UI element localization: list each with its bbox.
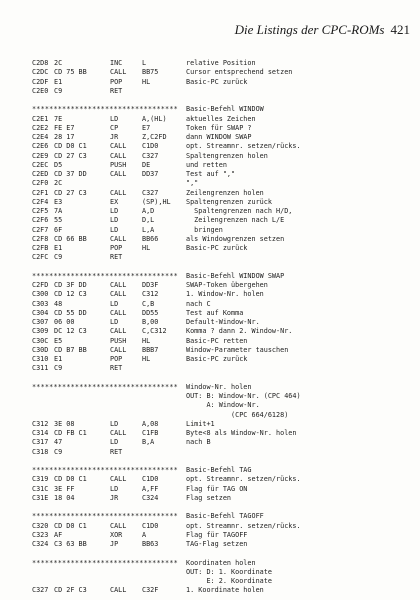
operand: C1D0 (142, 521, 159, 530)
assembly-listing (32, 59, 412, 596)
mnemonic: INC (110, 59, 123, 67)
mnemonic: LD (110, 216, 119, 225)
address: C2E1 (32, 114, 49, 123)
opcode-bytes: E5 (54, 336, 63, 345)
code-line (32, 133, 412, 142)
opcode-bytes: CD 66 BB (54, 234, 87, 243)
comment: Flag für TAGOFF (186, 530, 248, 539)
comment: Default-Window-Nr. (186, 318, 260, 326)
opcode-bytes: E1 (54, 355, 63, 363)
opcode-bytes: CD 27 C3 (54, 188, 87, 197)
opcode-bytes: 7E (54, 114, 63, 123)
comment: TAG-Flag setzen (186, 540, 248, 548)
operand: HL (142, 244, 151, 252)
comment: Cursor entsprechend setzen (186, 68, 293, 77)
code-line (32, 485, 412, 494)
code-line (32, 207, 412, 216)
section-header-row (32, 272, 412, 281)
address: C30D (32, 345, 49, 354)
operand: A,D (142, 207, 155, 215)
operand: C,B (142, 299, 155, 308)
mnemonic: LD (110, 299, 119, 308)
address: C309 (32, 327, 49, 336)
section-title: Basic-Befehl TAGOFF (186, 512, 264, 521)
mnemonic: RET (110, 364, 123, 373)
section-title: Basic-Befehl WINDOW (186, 105, 264, 114)
comment: relative Position (186, 59, 256, 67)
opcode-bytes: 48 (54, 299, 63, 308)
code-line (32, 290, 412, 299)
address: C2F1 (32, 188, 49, 197)
operand: HL (142, 355, 151, 363)
opcode-bytes: FE E7 (54, 123, 75, 132)
opcode-bytes: C9 (54, 447, 63, 456)
section-header-row (32, 383, 412, 392)
code-line (32, 494, 412, 503)
operand: C1FB (142, 429, 159, 437)
operand: HL (142, 336, 151, 345)
address: C2F0 (32, 179, 49, 188)
separator-asterisks: ********************************** (32, 558, 178, 567)
code-line (32, 438, 412, 447)
operand: B,00 (142, 318, 159, 326)
comment: Byte<8 als Window-Nr. holen (186, 429, 297, 437)
opcode-bytes: C9 (54, 364, 63, 373)
comment: Basic-PC zurück (186, 355, 248, 363)
comment: als Windowgrenzen setzen (186, 234, 285, 243)
comment: Token für SWAP ? (186, 123, 252, 132)
comment: opt. Streamnr. setzen/rücks. (186, 475, 301, 484)
address: C31E (32, 493, 49, 502)
address: C2E4 (32, 133, 49, 141)
address: C2FB (32, 244, 49, 252)
opcode-bytes: D5 (54, 160, 63, 169)
address: C307 (32, 318, 49, 326)
opcode-bytes: E1 (54, 77, 63, 86)
opcode-bytes: AF (54, 530, 63, 539)
comment: "," (186, 179, 199, 188)
operand: DD3F (142, 281, 159, 289)
operand: (SP),HL (142, 197, 171, 206)
opcode-bytes: CD 27 C3 (54, 151, 87, 160)
code-line (32, 475, 412, 484)
opcode-bytes: C9 (54, 86, 63, 95)
separator-asterisks: ********************************** (32, 271, 178, 280)
code-line (32, 87, 412, 96)
comment: nach B (186, 438, 211, 447)
code-line (32, 300, 412, 309)
address: C318 (32, 447, 49, 456)
mnemonic: CALL (110, 521, 127, 530)
code-line (32, 420, 412, 429)
operand: Z,C2FD (142, 133, 167, 141)
address: C304 (32, 308, 49, 317)
mnemonic: POP (110, 77, 123, 86)
code-line (32, 318, 412, 327)
code-line (32, 198, 412, 207)
code-line (32, 142, 412, 151)
code-line (32, 327, 412, 336)
opcode-bytes: CD 55 DD (54, 308, 87, 317)
opcode-bytes: CD D0 C1 (54, 475, 87, 484)
code-line (32, 355, 412, 364)
address: C2DC (32, 68, 49, 77)
operand: C1D0 (142, 142, 159, 151)
address: C319 (32, 475, 49, 484)
code-line (32, 161, 412, 170)
mnemonic: RET (110, 253, 123, 262)
code-line (32, 59, 412, 68)
opcode-bytes: CD 2F C3 (54, 586, 87, 595)
address: C310 (32, 355, 49, 363)
opcode-bytes: 3E FF (54, 484, 75, 493)
blank-line (32, 457, 412, 466)
section-title: Basic-Befehl WINDOW SWAP (186, 271, 285, 280)
mnemonic: LD (110, 438, 119, 447)
blank-line (32, 549, 412, 558)
code-line (32, 281, 412, 290)
comment: Limit+1 (186, 419, 215, 428)
address: C2F5 (32, 207, 49, 215)
mnemonic: LD (110, 225, 119, 234)
section-title: Window-Nr. holen (186, 382, 252, 391)
section-header-row (32, 559, 412, 568)
mnemonic: CALL (110, 345, 127, 354)
mnemonic: JR (110, 133, 119, 141)
comment: opt. Streamnr. setzen/rücks. (186, 521, 301, 530)
comment: OUT: B: Window-Nr. (CPC 464) (186, 392, 301, 400)
mnemonic: CALL (110, 429, 127, 437)
mnemonic: CALL (110, 475, 127, 484)
address: C2D8 (32, 59, 49, 67)
mnemonic: CALL (110, 308, 127, 317)
blank-line (32, 374, 412, 383)
mnemonic: JR (110, 493, 119, 502)
operand: DD37 (142, 170, 159, 178)
opcode-bytes: 7A (54, 207, 63, 215)
address: C311 (32, 364, 49, 373)
code-line (32, 170, 412, 179)
address: C312 (32, 419, 49, 428)
code-line (32, 364, 412, 373)
comment: und retten (186, 160, 227, 169)
address: C317 (32, 438, 49, 447)
code-line (32, 577, 412, 586)
operand: E7 (142, 123, 151, 132)
operand: C312 (142, 290, 159, 299)
opcode-bytes: 6F (54, 225, 63, 234)
address: C324 (32, 540, 49, 548)
mnemonic: CP (110, 123, 119, 132)
section-header-row (32, 466, 412, 475)
code-line (32, 411, 412, 420)
mnemonic: LD (110, 419, 119, 428)
blank-line (32, 263, 412, 272)
comment: bringen (186, 225, 223, 234)
mnemonic: CALL (110, 586, 127, 595)
separator-asterisks: ********************************** (32, 466, 178, 474)
code-line (32, 392, 412, 401)
code-line (32, 568, 412, 577)
code-line (32, 586, 412, 595)
operand: BB63 (142, 540, 159, 548)
code-line (32, 309, 412, 318)
comment: Test auf Komma (186, 308, 244, 317)
page-header (30, 22, 410, 38)
code-line (32, 346, 412, 355)
operand: HL (142, 77, 151, 86)
running-title: Die Listings der CPC-ROMs (234, 22, 385, 37)
operand: A,(HL) (142, 114, 167, 123)
opcode-bytes: CD 37 DD (54, 170, 87, 178)
address: C2F4 (32, 197, 49, 206)
mnemonic: PUSH (110, 336, 127, 345)
comment: nach C (186, 299, 211, 308)
code-line (32, 226, 412, 235)
comment: Basic-PC retten (186, 336, 248, 345)
code-line (32, 401, 412, 410)
address: C2F6 (32, 216, 49, 225)
operand: BB75 (142, 68, 159, 77)
code-line (32, 68, 412, 77)
mnemonic: RET (110, 86, 123, 95)
address: C2ED (32, 170, 49, 178)
comment: (CPC 664/6128) (186, 410, 289, 419)
operand: C,C312 (142, 327, 167, 336)
opcode-bytes: 06 00 (54, 318, 75, 326)
section-header-row (32, 512, 412, 521)
operand: A (142, 530, 147, 539)
operand: B,A (142, 438, 155, 447)
comment: Flag setzen (186, 493, 232, 502)
address: C2E2 (32, 123, 49, 132)
address: C2E0 (32, 86, 49, 95)
opcode-bytes: 55 (54, 216, 63, 225)
section-header-row (32, 105, 412, 114)
opcode-bytes: CD FB C1 (54, 429, 87, 437)
mnemonic: CALL (110, 170, 127, 178)
comment: A: Window-Nr. (186, 401, 260, 410)
code-line (32, 448, 412, 457)
operand: A,08 (142, 419, 159, 428)
code-line (32, 179, 412, 188)
address: C320 (32, 521, 49, 530)
section-title: Koordinaten holen (186, 558, 256, 567)
comment: Window-Parameter tauschen (186, 345, 289, 354)
comment: Basic-PC zurück (186, 77, 248, 86)
address: C2FD (32, 281, 49, 289)
operand: C327 (142, 188, 159, 197)
mnemonic: RET (110, 447, 123, 456)
code-line (32, 337, 412, 346)
code-line (32, 522, 412, 531)
address: C314 (32, 429, 49, 437)
operand: BB66 (142, 234, 159, 243)
address: C2E6 (32, 142, 49, 151)
separator-asterisks: ********************************** (32, 382, 178, 391)
comment: OUT: D: 1. Koordinate (186, 567, 272, 576)
mnemonic: CALL (110, 68, 127, 77)
opcode-bytes: 18 04 (54, 493, 75, 502)
code-line (32, 152, 412, 161)
comment: Spaltengrenzen holen (186, 151, 268, 160)
mnemonic: CALL (110, 151, 127, 160)
mnemonic: EX (110, 197, 119, 206)
opcode-bytes: CD D0 C1 (54, 521, 87, 530)
mnemonic: POP (110, 244, 123, 252)
comment: E: 2. Koordinate (186, 577, 272, 585)
address: C2FC (32, 253, 49, 262)
section-title: Basic-Befehl TAG (186, 466, 252, 474)
address: C2F7 (32, 225, 49, 234)
address: C303 (32, 299, 49, 308)
comment: 1. Window-Nr. holen (186, 290, 264, 299)
address: C2F8 (32, 234, 49, 243)
mnemonic: LD (110, 484, 119, 493)
opcode-bytes: CD D0 C1 (54, 142, 87, 151)
code-line (32, 216, 412, 225)
code-line (32, 429, 412, 438)
code-line (32, 189, 412, 198)
operand: C327 (142, 151, 159, 160)
mnemonic: CALL (110, 142, 127, 151)
mnemonic: CALL (110, 281, 127, 289)
opcode-bytes: 3E 08 (54, 419, 75, 428)
comment: Zeilengrenzen nach L/E (186, 216, 285, 225)
mnemonic: LD (110, 114, 119, 123)
mnemonic: LD (110, 207, 119, 215)
blank-line (32, 503, 412, 512)
comment: Komma ? dann 2. Window-Nr. (186, 327, 293, 336)
mnemonic: JP (110, 540, 119, 548)
comment: 1. Koordinate holen (186, 586, 264, 595)
operand: C324 (142, 493, 159, 502)
operand: C32F (142, 586, 159, 595)
address: C31C (32, 484, 49, 493)
mnemonic: CALL (110, 234, 127, 243)
operand: A,FF (142, 484, 159, 493)
comment: Flag für TAG ON (186, 484, 248, 493)
code-line (32, 540, 412, 549)
operand: C1D0 (142, 475, 159, 484)
mnemonic: CALL (110, 290, 127, 299)
comment: opt. Streamnr. setzen/rücks. (186, 142, 301, 151)
code-line (32, 531, 412, 540)
operand: L (142, 59, 147, 67)
opcode-bytes: 28 17 (54, 133, 75, 141)
comment: Basic-PC zurück (186, 244, 248, 252)
address: C327 (32, 586, 49, 595)
mnemonic: CALL (110, 327, 127, 336)
mnemonic: LD (110, 318, 119, 326)
opcode-bytes: C3 63 BB (54, 540, 87, 548)
code-line (32, 115, 412, 124)
opcode-bytes: 2C (54, 59, 63, 67)
code-line (32, 244, 412, 253)
opcode-bytes: CD 12 C3 (54, 290, 87, 299)
address: C323 (32, 530, 49, 539)
address: C2EC (32, 160, 49, 169)
blank-line (32, 96, 412, 105)
mnemonic: XOR (110, 530, 123, 539)
operand: L,A (142, 225, 155, 234)
comment: SWAP-Token übergehen (186, 281, 268, 289)
mnemonic: PUSH (110, 160, 127, 169)
opcode-bytes: 47 (54, 438, 63, 447)
comment: Test auf "," (186, 170, 236, 178)
mnemonic: CALL (110, 188, 127, 197)
address: C2E9 (32, 151, 49, 160)
opcode-bytes: E3 (54, 197, 63, 206)
code-line (32, 253, 412, 262)
comment: Zeilengrenzen holen (186, 188, 264, 197)
comment: aktuelles Zeichen (186, 114, 256, 123)
address: C30C (32, 336, 49, 345)
code-line (32, 124, 412, 133)
separator-asterisks: ********************************** (32, 512, 178, 521)
code-line (32, 78, 412, 87)
opcode-bytes: E1 (54, 244, 63, 252)
operand: BBB7 (142, 345, 159, 354)
opcode-bytes: 2C (54, 179, 63, 188)
comment: dann WINDOW SWAP (186, 133, 252, 141)
opcode-bytes: DC 12 C3 (54, 327, 87, 336)
operand: D,L (142, 216, 155, 225)
opcode-bytes: C9 (54, 253, 63, 262)
comment: Spaltengrenzen nach H/D, (186, 207, 293, 215)
opcode-bytes: CD B7 BB (54, 345, 87, 354)
comment: Spaltengrenzen zurück (186, 197, 272, 206)
mnemonic: POP (110, 355, 123, 363)
page-number: 421 (390, 22, 410, 37)
opcode-bytes: CD 3F DD (54, 281, 87, 289)
code-line (32, 235, 412, 244)
operand: DD55 (142, 308, 159, 317)
opcode-bytes: CD 75 BB (54, 68, 87, 77)
address: C300 (32, 290, 49, 299)
address: C2DF (32, 77, 49, 86)
separator-asterisks: ********************************** (32, 105, 178, 114)
operand: DE (142, 160, 151, 169)
